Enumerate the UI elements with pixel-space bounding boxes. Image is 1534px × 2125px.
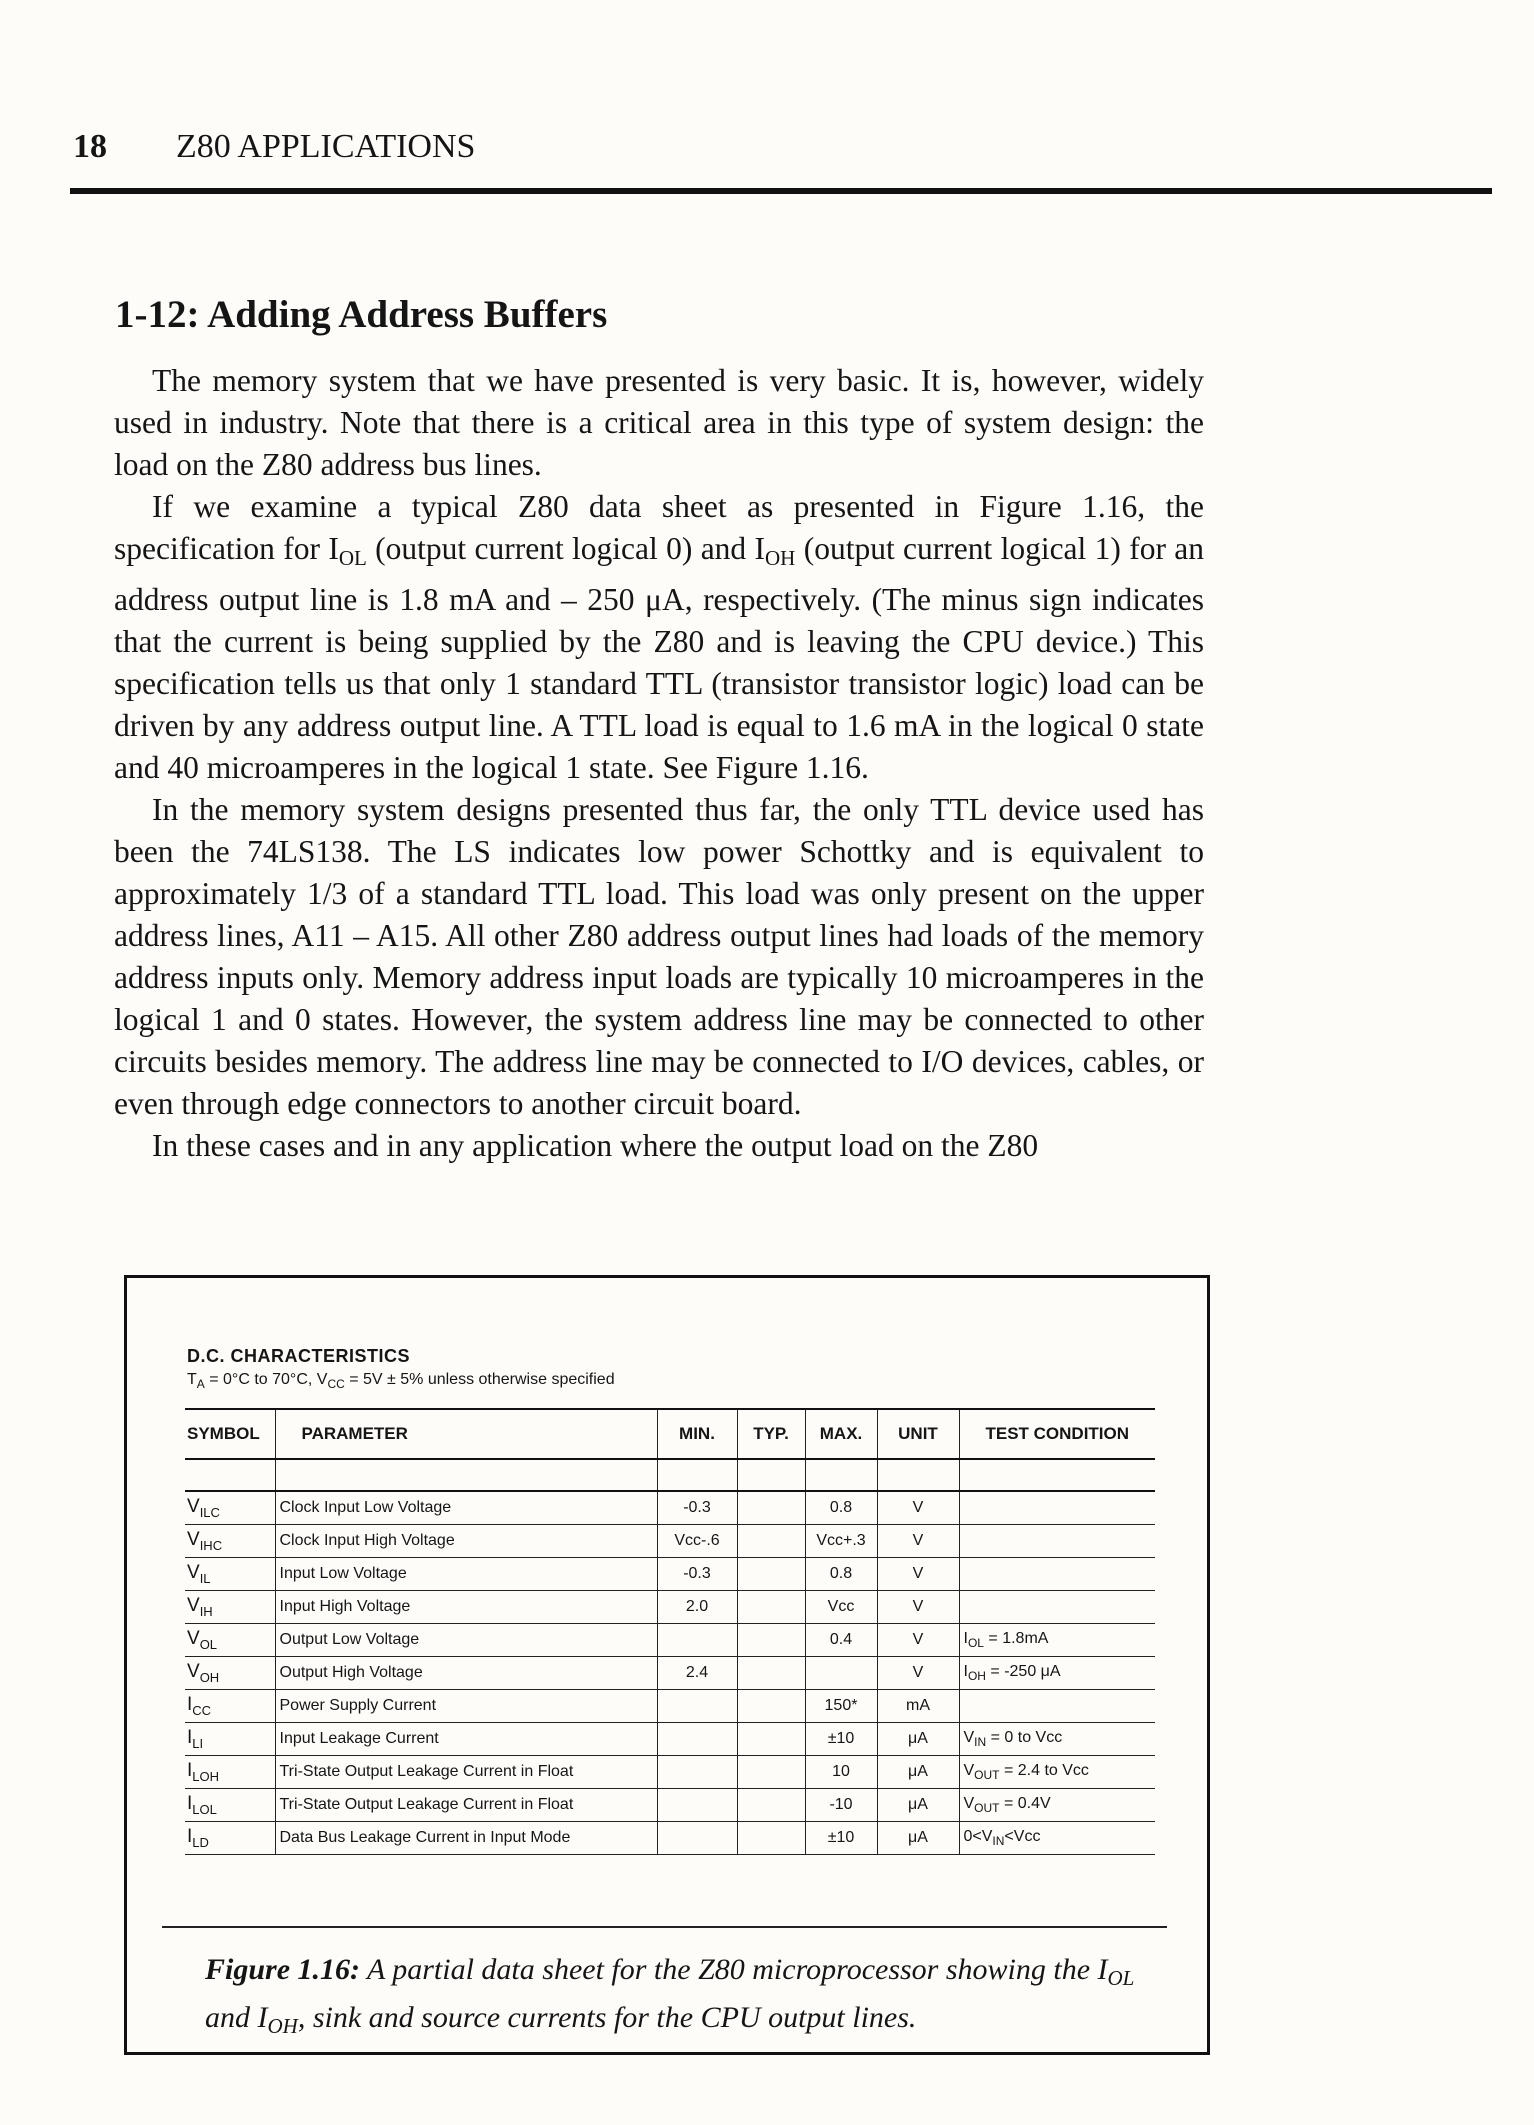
table-row: [185, 1657, 1155, 1690]
cell-unit: V: [877, 1624, 959, 1657]
cell-max: -10: [805, 1789, 877, 1822]
cell-test-condition: $I_{OH} = -250$ μA: [959, 1657, 1155, 1690]
cell-min: Vcc-.6: [657, 1525, 737, 1558]
table-row: [185, 1591, 1155, 1624]
cell-max: 0.8: [805, 1558, 877, 1591]
running-header: [73, 128, 475, 166]
cell-min: [657, 1624, 737, 1657]
cell-max: [805, 1657, 877, 1690]
cell-test-condition: [959, 1525, 1155, 1558]
cell-unit: μA: [877, 1822, 959, 1855]
paragraph-1: The memory system that we have presented is very basic. It is, however, widely used in industry. Note that there is a critical area in this type of system design: the load on the Z80 address bus lines.: [114, 363, 1204, 482]
body-text: [114, 360, 1204, 1167]
cell-typ: [737, 1525, 805, 1558]
cell-symbol: $I_{LD}$: [185, 1822, 275, 1855]
cell-parameter: Input Leakage Current: [275, 1723, 657, 1756]
page-number: 18: [73, 128, 107, 165]
table-header-row: [185, 1409, 1155, 1459]
paragraph-3: In the memory system designs presented thus far, the only TTL device used has been the 74LS138. The LS indicates low power Schottky and is equivalent to approximately 1/3 of a standard TTL load. This load was only present on the upper address lines, A11 – A15. All other Z80 address output lines had loads of the memory address inputs only. Memory address input loads are typically 10 microamperes in the logical 1 and 0 states. However, the system address line may be connected to other circuits besides memory. The address line may be connected to I/O devices, cables, or even through edge connectors to another circuit board.: [114, 792, 1204, 1121]
cell-max: 0.4: [805, 1624, 877, 1657]
col-symbol: SYMBOL: [185, 1409, 275, 1459]
cell-min: [657, 1756, 737, 1789]
cell-test-condition: $V_{OUT} = 0.4V$: [959, 1789, 1155, 1822]
cell-test-condition: $V_{OUT} = 2.4$ to Vcc: [959, 1756, 1155, 1789]
cell-test-condition: $V_{IN} = 0$ to Vcc: [959, 1723, 1155, 1756]
dc-characteristics-table: [185, 1408, 1155, 1855]
paragraph-2: If we examine a typical Z80 data sheet as presented in Figure 1.16, the specification for $I_{OL}$ (output current logical 0) and $I_{OH}$ (output current logical 1) for an address output line is 1.8 mA and – 250 μA, respectively. (The minus sign indicates that the current is being supplied by the Z80 and is leaving the CPU device.) This specification tells us that only 1 standard TTL (transistor transistor logic) load can be driven by any address output line. A TTL load is equal to 1.6 mA in the logical 0 state and 40 microamperes in the logical 1 state. See Figure 1.16.: [114, 489, 1205, 785]
table-row: [185, 1723, 1155, 1756]
cell-min: -0.3: [657, 1558, 737, 1591]
cell-symbol: $I_{LI}$: [185, 1723, 275, 1756]
figure-caption: Figure 1.16: A partial data sheet for the Z80 microprocessor showing the $I_{OL}$ and $I_{OH}$, sink and source currents for the CPU output lines.: [205, 1953, 1135, 2038]
cell-min: 2.4: [657, 1657, 737, 1690]
cell-test-condition: [959, 1491, 1155, 1525]
cell-parameter: Output Low Voltage: [275, 1624, 657, 1657]
cell-symbol: $V_{ILC}$: [185, 1491, 275, 1525]
table-row: [185, 1690, 1155, 1723]
cell-typ: [737, 1657, 805, 1690]
cell-max: Vcc+.3: [805, 1525, 877, 1558]
cell-typ: [737, 1558, 805, 1591]
table-row: [185, 1789, 1155, 1822]
cell-parameter: Input Low Voltage: [275, 1558, 657, 1591]
cell-typ: [737, 1789, 805, 1822]
table-row: [185, 1624, 1155, 1657]
cell-test-condition: [959, 1558, 1155, 1591]
cell-unit: V: [877, 1657, 959, 1690]
running-title: Z80 APPLICATIONS: [176, 128, 476, 165]
caption-rule: [162, 1926, 1167, 1928]
table-row: [185, 1822, 1155, 1855]
cell-typ: [737, 1723, 805, 1756]
cell-symbol: $V_{IHC}$: [185, 1525, 275, 1558]
cell-unit: mA: [877, 1690, 959, 1723]
cell-unit: μA: [877, 1723, 959, 1756]
dc-characteristics-title: D.C. CHARACTERISTICS: [187, 1346, 411, 1366]
cell-test-condition: $I_{OL} = 1.8mA$: [959, 1624, 1155, 1657]
col-test-condition: TEST CONDITION: [959, 1409, 1155, 1459]
cell-symbol: $V_{OL}$: [185, 1624, 275, 1657]
cell-symbol: $I_{CC}$: [185, 1690, 275, 1723]
cell-parameter: Power Supply Current: [275, 1690, 657, 1723]
cell-max: Vcc: [805, 1591, 877, 1624]
cell-test-condition: [959, 1591, 1155, 1624]
cell-unit: μA: [877, 1756, 959, 1789]
cell-test-condition: [959, 1690, 1155, 1723]
cell-typ: [737, 1690, 805, 1723]
cell-test-condition: $0<V_{IN}<Vcc$: [959, 1822, 1155, 1855]
cell-symbol: $I_{LOH}$: [185, 1756, 275, 1789]
table-spacer-row: [185, 1459, 1155, 1491]
section-title: 1-12: Adding Address Buffers: [115, 293, 608, 336]
cell-min: -0.3: [657, 1491, 737, 1525]
cell-unit: V: [877, 1491, 959, 1525]
col-parameter: PARAMETER: [275, 1409, 657, 1459]
cell-symbol: $V_{OH}$: [185, 1657, 275, 1690]
cell-parameter: Tri-State Output Leakage Current in Float: [275, 1789, 657, 1822]
cell-min: [657, 1690, 737, 1723]
table-row: [185, 1525, 1155, 1558]
table-row: [185, 1558, 1155, 1591]
cell-symbol: $I_{LOL}$: [185, 1789, 275, 1822]
cell-parameter: Tri-State Output Leakage Current in Float: [275, 1756, 657, 1789]
cell-max: 150*: [805, 1690, 877, 1723]
header-rule: [70, 188, 1492, 194]
figure-1-16: [124, 1275, 1210, 2055]
col-unit: UNIT: [877, 1409, 959, 1459]
cell-parameter: Data Bus Leakage Current in Input Mode: [275, 1822, 657, 1855]
col-min: MIN.: [657, 1409, 737, 1459]
cell-parameter: Clock Input Low Voltage: [275, 1491, 657, 1525]
cell-typ: [737, 1591, 805, 1624]
cell-symbol: $V_{IL}$: [185, 1558, 275, 1591]
cell-parameter: Clock Input High Voltage: [275, 1525, 657, 1558]
cell-unit: μA: [877, 1789, 959, 1822]
cell-typ: [737, 1822, 805, 1855]
cell-min: [657, 1822, 737, 1855]
table-row: [185, 1491, 1155, 1525]
paragraph-4: In these cases and in any application where the output load on the Z80: [152, 1128, 1039, 1163]
cell-max: ±10: [805, 1822, 877, 1855]
cell-max: 0.8: [805, 1491, 877, 1525]
cell-symbol: $V_{IH}$: [185, 1591, 275, 1624]
cell-typ: [737, 1491, 805, 1525]
dc-conditions: $T_A = 0^\circ C$ to 70°C, $V_{CC} = 5V \pm 5\%$ unless otherwise specified: [187, 1371, 615, 1391]
cell-parameter: Input High Voltage: [275, 1591, 657, 1624]
cell-unit: V: [877, 1525, 959, 1558]
cell-min: [657, 1723, 737, 1756]
cell-typ: [737, 1624, 805, 1657]
cell-min: [657, 1789, 737, 1822]
cell-typ: [737, 1756, 805, 1789]
cell-unit: V: [877, 1591, 959, 1624]
col-typ: TYP.: [737, 1409, 805, 1459]
table-row: [185, 1756, 1155, 1789]
cell-min: 2.0: [657, 1591, 737, 1624]
cell-max: 10: [805, 1756, 877, 1789]
cell-unit: V: [877, 1558, 959, 1591]
cell-max: ±10: [805, 1723, 877, 1756]
cell-parameter: Output High Voltage: [275, 1657, 657, 1690]
col-max: MAX.: [805, 1409, 877, 1459]
